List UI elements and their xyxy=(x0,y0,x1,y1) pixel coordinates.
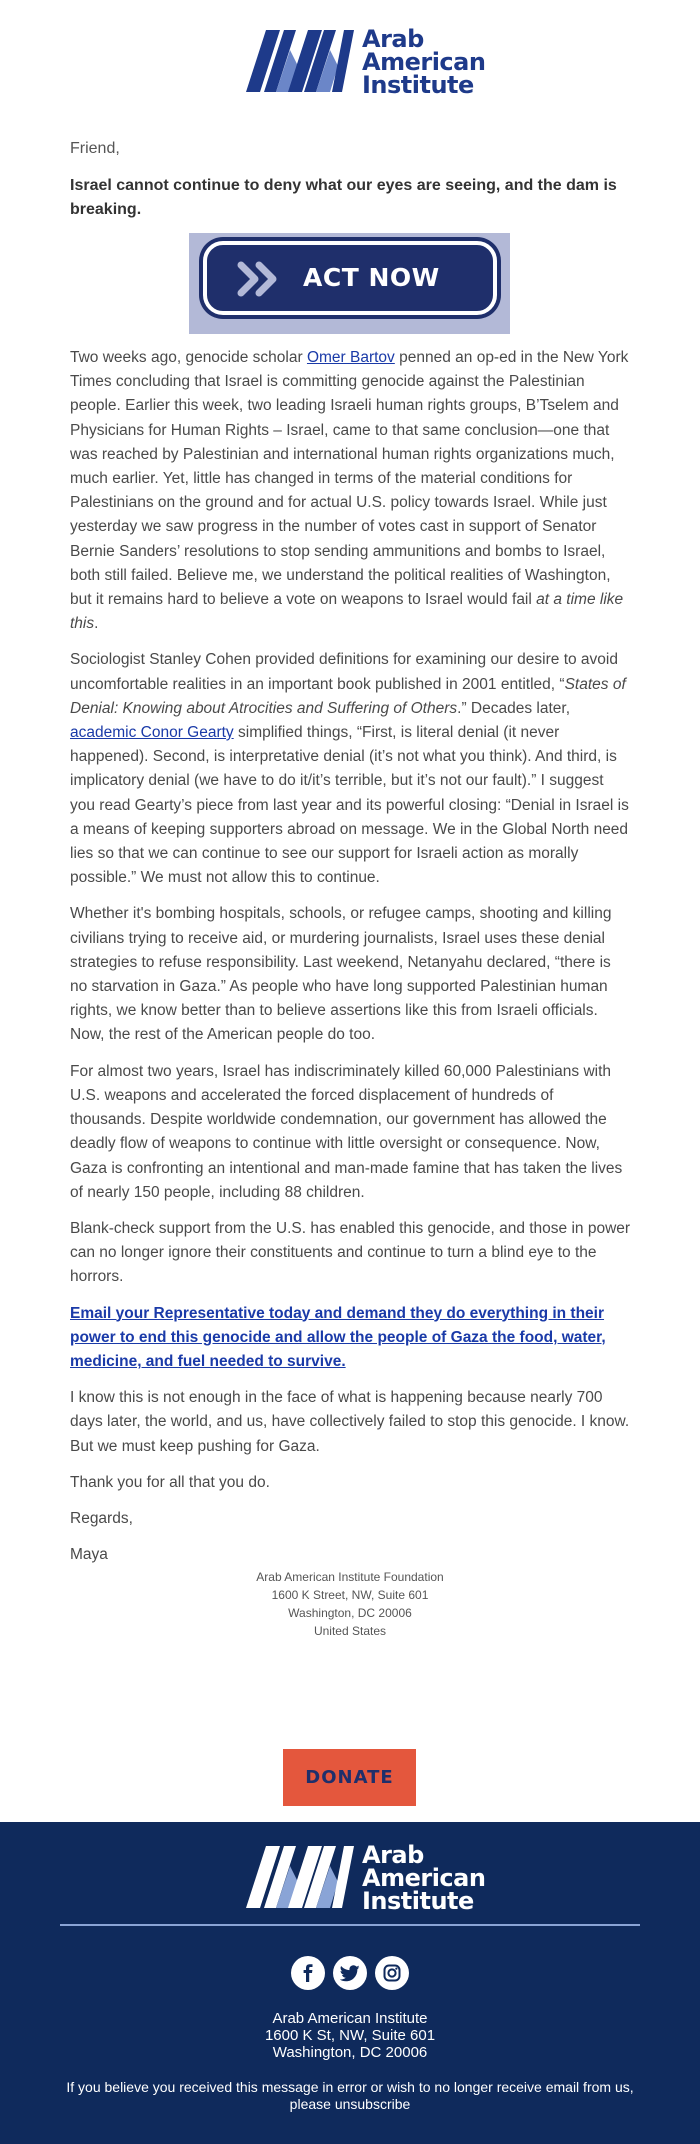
conor-gearty-link[interactable]: academic Conor Gearty xyxy=(70,724,234,742)
paragraph-5: Blank-check support from the U.S. has enabled this genocide, and those in power can no longer ignore their constituents and continue to turn a blind eye to the horrors. xyxy=(70,1219,631,1286)
footer-address xyxy=(0,2010,700,2061)
p2-text-b: .” Decades later, xyxy=(457,699,571,717)
footer-divider xyxy=(60,1924,640,1926)
paragraph-6: I know this is not enough in the face of what is happening because nearly 700 days later, the world, and us, have collectively failed to stop this genocide. I know. But we must keep pushing for Gaza. xyxy=(70,1389,630,1455)
email-body xyxy=(70,346,632,1579)
paragraph-4: For almost two years, Israel has indiscriminately killed 60,000 Palestinians with U.S. weapons and accelerated the forced displacement of hundreds of thousands. Despite worldwide condemnation, our government has allowed the deadly flow of weapons to continue with little oversight or consequence. Now, Gaza is confronting an intentional and man-made famine that has taken the lives of nearly 150 people, including 88 children. xyxy=(70,1062,623,1201)
p2-text-c: simplified things, “First, is literal denial (it never happened). Second, is interpretative denial (it’s not what you think). And third, is implicatory denial (we have to do it/it’s terrible, but it’s not our fault).” I suggest you read Gearty’s piece from last year and its powerful closing: “Denial in Israel is a means of keeping supporters abroad on message. We in the Global North need lies so that we can continue to see our support for Israeli action as morally possible.” We must not allow this to continue. xyxy=(70,724,629,887)
footer xyxy=(0,1822,700,2144)
signature: Maya xyxy=(70,1546,108,1564)
aai-logo-mark xyxy=(246,26,356,96)
logo-line-2: American xyxy=(362,48,486,76)
facebook-icon[interactable] xyxy=(291,1956,325,1990)
regards: Regards, xyxy=(70,1509,133,1527)
foundation-city: Washington, DC 20006 xyxy=(288,1606,412,1620)
p1-text-b: penned an op-ed in the New York Times concluding that Israel is committing genocide against the Palestinian people. Earlier this week, two leading Israeli human rights groups, B’Tselem and Physicians for Human Rights – Israel, came to that same conclusion—one that was reached by Palestinian and international human rights organizations much, much earlier. Yet, little has changed in terms of the material conditions for Palestinians on the ground and for actual U.S. policy towards Israel. While just yesterday we saw progress in the number of votes cast in support of Senator Bernie Sanders’ resolutions to stop sending ammunitions and bombs to Israel, both still failed. Believe me, we understand the political realities of Washington, but it remains hard to believe a vote on weapons to Israel would fail xyxy=(70,349,629,609)
foundation-name: Arab American Institute Foundation xyxy=(256,1570,444,1584)
p1-text-a: Two weeks ago, genocide scholar xyxy=(70,349,307,366)
paragraph-3: Whether it's bombing hospitals, schools, or refugee camps, shooting and killing civilians trying to receive aid, or murdering journalists, Israel uses these denial strategies to refuse responsibility. Last weekend, Netanyahu declared, “there is no starvation in Gaza.” As people who have long supported Palestinian human rights, we know better than to believe assertions like this from Israeli officials. Now, the rest of the American people do too. xyxy=(70,905,612,1044)
footer-logo xyxy=(246,1841,486,1915)
foundation-street: 1600 K Street, NW, Suite 601 xyxy=(271,1588,429,1602)
logo-line-1: Arab xyxy=(362,25,424,53)
omer-bartov-link[interactable]: Omer Bartov xyxy=(306,349,395,366)
act-now-button[interactable] xyxy=(189,233,510,334)
foundation-address xyxy=(0,1568,700,1640)
footer-logo-wordmark xyxy=(362,1841,486,1915)
footer-logo-line-3: Institute xyxy=(362,1887,474,1915)
paragraph-1 xyxy=(70,346,632,636)
foundation-country: United States xyxy=(313,1624,387,1638)
thanks: Thank you for all that you do. xyxy=(70,1473,270,1491)
p2-text-a: Sociologist Stanley Cohen provided definitions for examining our desire to avoid uncomfortable realities in an important book published in 2001 entitled, “ xyxy=(70,651,618,693)
p1-text-c: . xyxy=(94,615,99,633)
aai-logo-mark-footer xyxy=(246,1842,356,1912)
lead-statement: Israel cannot continue to deny what our eyes are seeing, and the dam is breaking. xyxy=(70,177,617,218)
logo-wordmark xyxy=(362,25,486,99)
footer-logo-line-2: American xyxy=(362,1864,486,1892)
logo-line-3: Institute xyxy=(362,71,474,99)
footer-org: Arab American Institute xyxy=(272,2010,428,2027)
donate-button[interactable]: DONATE xyxy=(283,1749,416,1806)
act-now-pill xyxy=(203,241,497,315)
p2-book-title: States of Denial: Knowing about Atrocities and Suffering of Others xyxy=(70,675,626,717)
p1-italic: at a time like this xyxy=(70,591,624,633)
footer-logo-line-1: Arab xyxy=(362,1841,424,1869)
footer-city: Washington, DC 20006 xyxy=(272,2044,428,2061)
footer-street: 1600 K St, NW, Suite 601 xyxy=(264,2027,436,2044)
top-logo xyxy=(246,25,486,99)
cta-paragraph xyxy=(70,1302,632,1375)
social-links xyxy=(0,1956,700,1990)
email-intro xyxy=(70,138,632,222)
greeting: Friend, xyxy=(70,140,120,157)
instagram-icon[interactable] xyxy=(375,1956,409,1990)
unsubscribe-note xyxy=(60,2079,640,2113)
paragraph-2 xyxy=(70,648,632,890)
twitter-icon[interactable] xyxy=(333,1956,367,1990)
act-now-label: ACT NOW xyxy=(303,263,440,292)
email-representative-link[interactable]: Email your Representative today and demand they do everything in their power to end this genocide and allow the people of Gaza the food, water, medicine, and fuel needed to survive. xyxy=(70,1304,606,1370)
double-chevron-icon xyxy=(235,259,285,299)
unsubscribe-link[interactable]: If you believe you received this message in error or wish to no longer receive email from us, please unsubscribe xyxy=(66,2079,634,2112)
